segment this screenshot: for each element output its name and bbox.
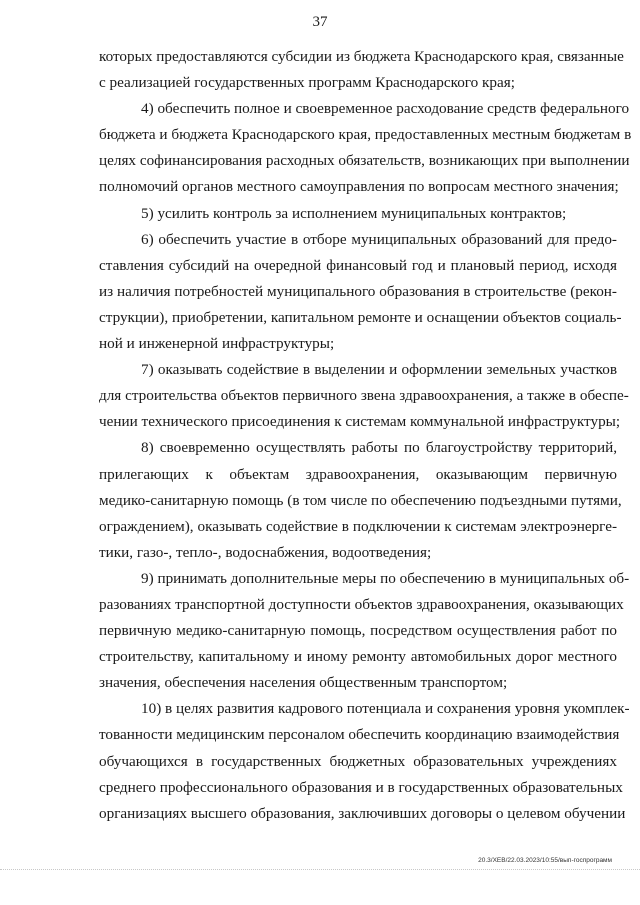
text-line: бюджета и бюджета Краснодарского края, предоставленных местным бюджетам в: [99, 126, 632, 144]
text-line: ной и инженерной инфраструктуры;: [99, 335, 335, 353]
text-line: разованиях транспортной доступности объектов здравоохранения, оказывающих: [99, 595, 624, 613]
text-line: 7) оказывать содействие в выделении и оформлении земельных участков: [141, 361, 617, 379]
text-line: ставления субсидий на очередной финансовый год и плановый период, исходя: [99, 256, 617, 274]
text-line: чении технического присоединения к системам коммунальной инфраструктуры;: [99, 413, 621, 431]
text-line: первичную медико-санитарную помощь, посредством осуществления работ по: [99, 622, 617, 640]
text-line: 8) своевременно осуществлять работы по благоустройству территорий,: [141, 439, 617, 457]
text-line: ограждением), оказывать содействие в подключении к системам электроэнерге-: [99, 517, 617, 535]
text-line: 4) обеспечить полное и своевременное расходование средств федерального: [141, 100, 630, 118]
text-line: из наличия потребностей муниципального образования в строительстве (рекон-: [99, 282, 617, 300]
text-line: 6) обеспечить участие в отборе муниципальных образований для предо-: [141, 230, 617, 248]
text-line: целях софинансирования расходных обязательств, возникающих при выполнении: [99, 152, 630, 170]
text-line: для строительства объектов первичного звена здравоохранения, а также в обеспе-: [99, 387, 629, 405]
text-line: прилегающих к объектам здравоохранения, оказывающим первичную: [99, 465, 617, 483]
text-line: которых предоставляются субсидии из бюджета Краснодарского края, связанные: [99, 48, 624, 65]
text-line: струкции), приобретении, капитальном ремонте и оснащении объектов социаль-: [99, 308, 622, 326]
text-line: тованности медицинским персоналом обеспечить координацию взаимодействия: [99, 726, 620, 744]
text-line: среднего профессионального образования и в государственных образовательных: [99, 778, 623, 796]
footer-divider: [0, 869, 640, 870]
text-line: 9) принимать дополнительные меры по обеспечению в муниципальных об-: [141, 569, 630, 587]
page-number: 37: [312, 14, 328, 30]
text-line: с реализацией государственных программ Краснодарского края;: [99, 74, 515, 92]
body-text: [99, 44, 632, 827]
text-line: полномочий органов местного самоуправления по вопросам местного значения;: [99, 178, 619, 196]
footer-code: 20.3/ХЕВ/22.03.2023/10:55/вып-госпрограмм: [478, 857, 612, 864]
text-line: обучающихся в государственных бюджетных образовательных учреждениях: [99, 752, 617, 770]
text-line: строительству, капитальному и иному ремонту автомобильных дорог местного: [99, 648, 617, 666]
text-line: 10) в целях развития кадрового потенциала и сохранения уровня укомплек-: [141, 700, 630, 718]
text-line: 5) усилить контроль за исполнением муниципальных контрактов;: [141, 204, 567, 222]
text-line: организациях высшего образования, заключивших договоры о целевом обучении: [99, 804, 626, 822]
text-line: тики, газо-, тепло-, водоснабжения, водоотведения;: [99, 543, 432, 561]
text-line: медико-санитарную помощь (в том числе по обеспечению подъездными путями,: [99, 491, 622, 509]
text-line: значения, обеспечения населения общественным транспортом;: [99, 674, 508, 692]
